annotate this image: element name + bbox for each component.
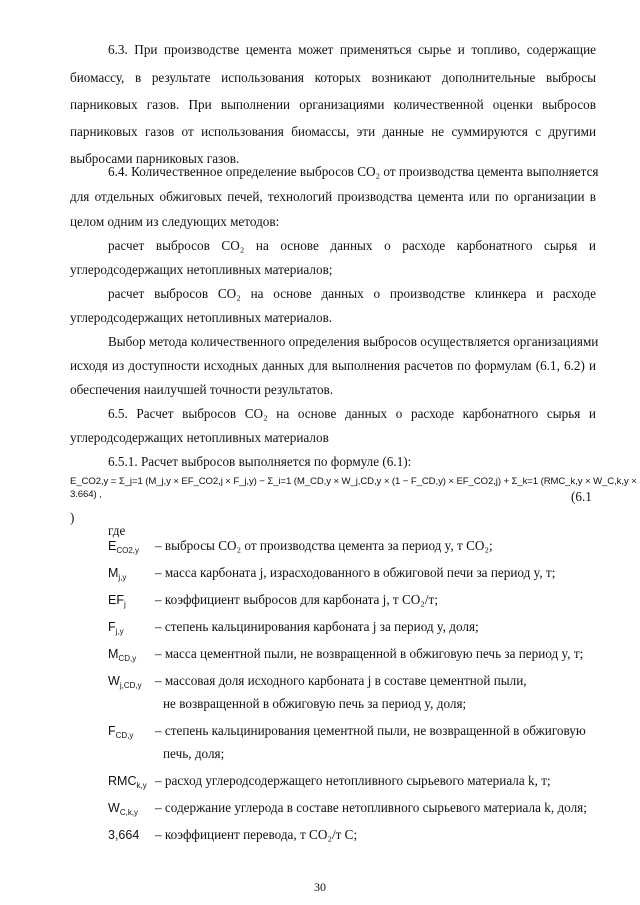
symbol-conversion-factor: 3,664 [108, 828, 140, 842]
definition-continuation: печь, доля; [163, 746, 225, 761]
symbol-m-cd: $M_{CD,y}$ [108, 647, 137, 663]
where-label: где [108, 523, 126, 538]
formula-6-1-line2: 3.664) , [70, 489, 102, 500]
definition-text: – коэффициент перевода, т CO₂/т C; [155, 827, 358, 842]
paragraph-6-3-line: биомассу, в результате использования которых возникают дополнительные выбросы [70, 70, 596, 85]
method-2-line: расчет выбросов CO₂ на основе данных о производстве клинкера и расходе [108, 286, 596, 301]
method-choice-line: обеспечения наилучшей точности результатов. [70, 382, 334, 397]
method-1-line: углеродсодержащих нетопливных материалов; [70, 262, 333, 277]
symbol-m-jy: $M_{j,y}$ [108, 566, 127, 582]
paragraph-6-5-1: 6.5.1. Расчет выбросов выполняется по формуле (6.1): [108, 454, 412, 469]
method-2-line: углеродсодержащих нетопливных материалов. [70, 310, 333, 325]
paragraph-6-3-line: парниковых газов от использования биомассы, эти данные не суммируются с другими [70, 124, 596, 139]
symbol-w-jcd: $W_{j,CD,y}$ [108, 674, 142, 690]
method-1-line: расчет выбросов CO₂ на основе данных о расходе карбонатного сырья и [108, 238, 596, 253]
symbol-w-cky: $W_{C,k,y}$ [108, 801, 139, 817]
definition-text: – коэффициент выбросов для карбоната j, т CO₂/т; [155, 592, 438, 607]
formula-number-close: ) [70, 510, 75, 525]
definition-text: – степень кальцинирования карбоната j за период y, доля; [155, 619, 479, 634]
paragraph-6-5-line: углеродсодержащих нетопливных материалов [70, 430, 329, 445]
formula-6-1-line1: E_CO2,y = Σ_j=1 (M_j,y × EF_CO2,j × F_j,y) − Σ_i=1 (M_CD,y × W_j,CD,y × (1 − F_CD,y) × EF_CO2,j) + Σ_k=1 (RMC_k,y × W_C,k,y × [70, 476, 637, 487]
symbol-e-co2: $E_{CO2,y}$ [108, 539, 140, 555]
paragraph-6-3-line: выбросами парниковых газов. [70, 151, 240, 166]
definition-text: – масса карбоната j, израсходованного в обжиговой печи за период y, т; [155, 565, 556, 580]
paragraph-6-3-line: 6.3. При производстве цемента может применяться сырье и топливо, содержащие [108, 42, 596, 57]
symbol-rmc-ky: $RMC_{k,y}$ [108, 774, 147, 790]
symbol-ef-j: $EF_j$ [108, 593, 126, 609]
formula-number: (6.1 [571, 489, 592, 504]
paragraph-6-4-line: 6.4. Количественное определение выбросов CO₂ от производства цемента выполняется [108, 164, 599, 179]
symbol-f-jy: $F_{j,y}$ [108, 620, 124, 636]
page-number: 30 [314, 880, 326, 894]
definition-text: – выбросы CO₂ от производства цемента за период y, т CO₂; [155, 538, 493, 553]
definition-text: – расход углеродсодержащего нетопливного сырьевого материала k, т; [155, 773, 551, 788]
definition-text: – массовая доля исходного карбоната j в составе цементной пыли, [155, 673, 527, 688]
method-choice-line: Выбор метода количественного определения выбросов осуществляется организациями [108, 334, 599, 349]
definition-continuation: не возвращенной в обжиговую печь за период y, доля; [163, 696, 467, 711]
definition-text: – содержание углерода в составе нетопливного сырьевого материала k, доля; [155, 800, 587, 815]
symbol-f-cd: $F_{CD,y}$ [108, 724, 134, 740]
definition-text: – степень кальцинирования цементной пыли, не возвращенной в обжиговую [155, 723, 586, 738]
paragraph-6-4-line: для отдельных обжиговых печей, технологий производства цемента или по организации в [70, 189, 596, 204]
definition-text: – масса цементной пыли, не возвращенной в обжиговую печь за период y, т; [155, 646, 584, 661]
method-choice-line: исходя из доступности исходных данных для выполнения расчетов по формулам (6.1, 6.2) и [70, 358, 596, 373]
paragraph-6-3-line: парниковых газов. При выполнении организациями количественной оценки выбросов [70, 97, 596, 112]
paragraph-6-4-line: целом одним из следующих методов: [70, 214, 280, 229]
paragraph-6-5-line: 6.5. Расчет выбросов CO₂ на основе данных о расходе карбонатного сырья и [108, 406, 596, 421]
